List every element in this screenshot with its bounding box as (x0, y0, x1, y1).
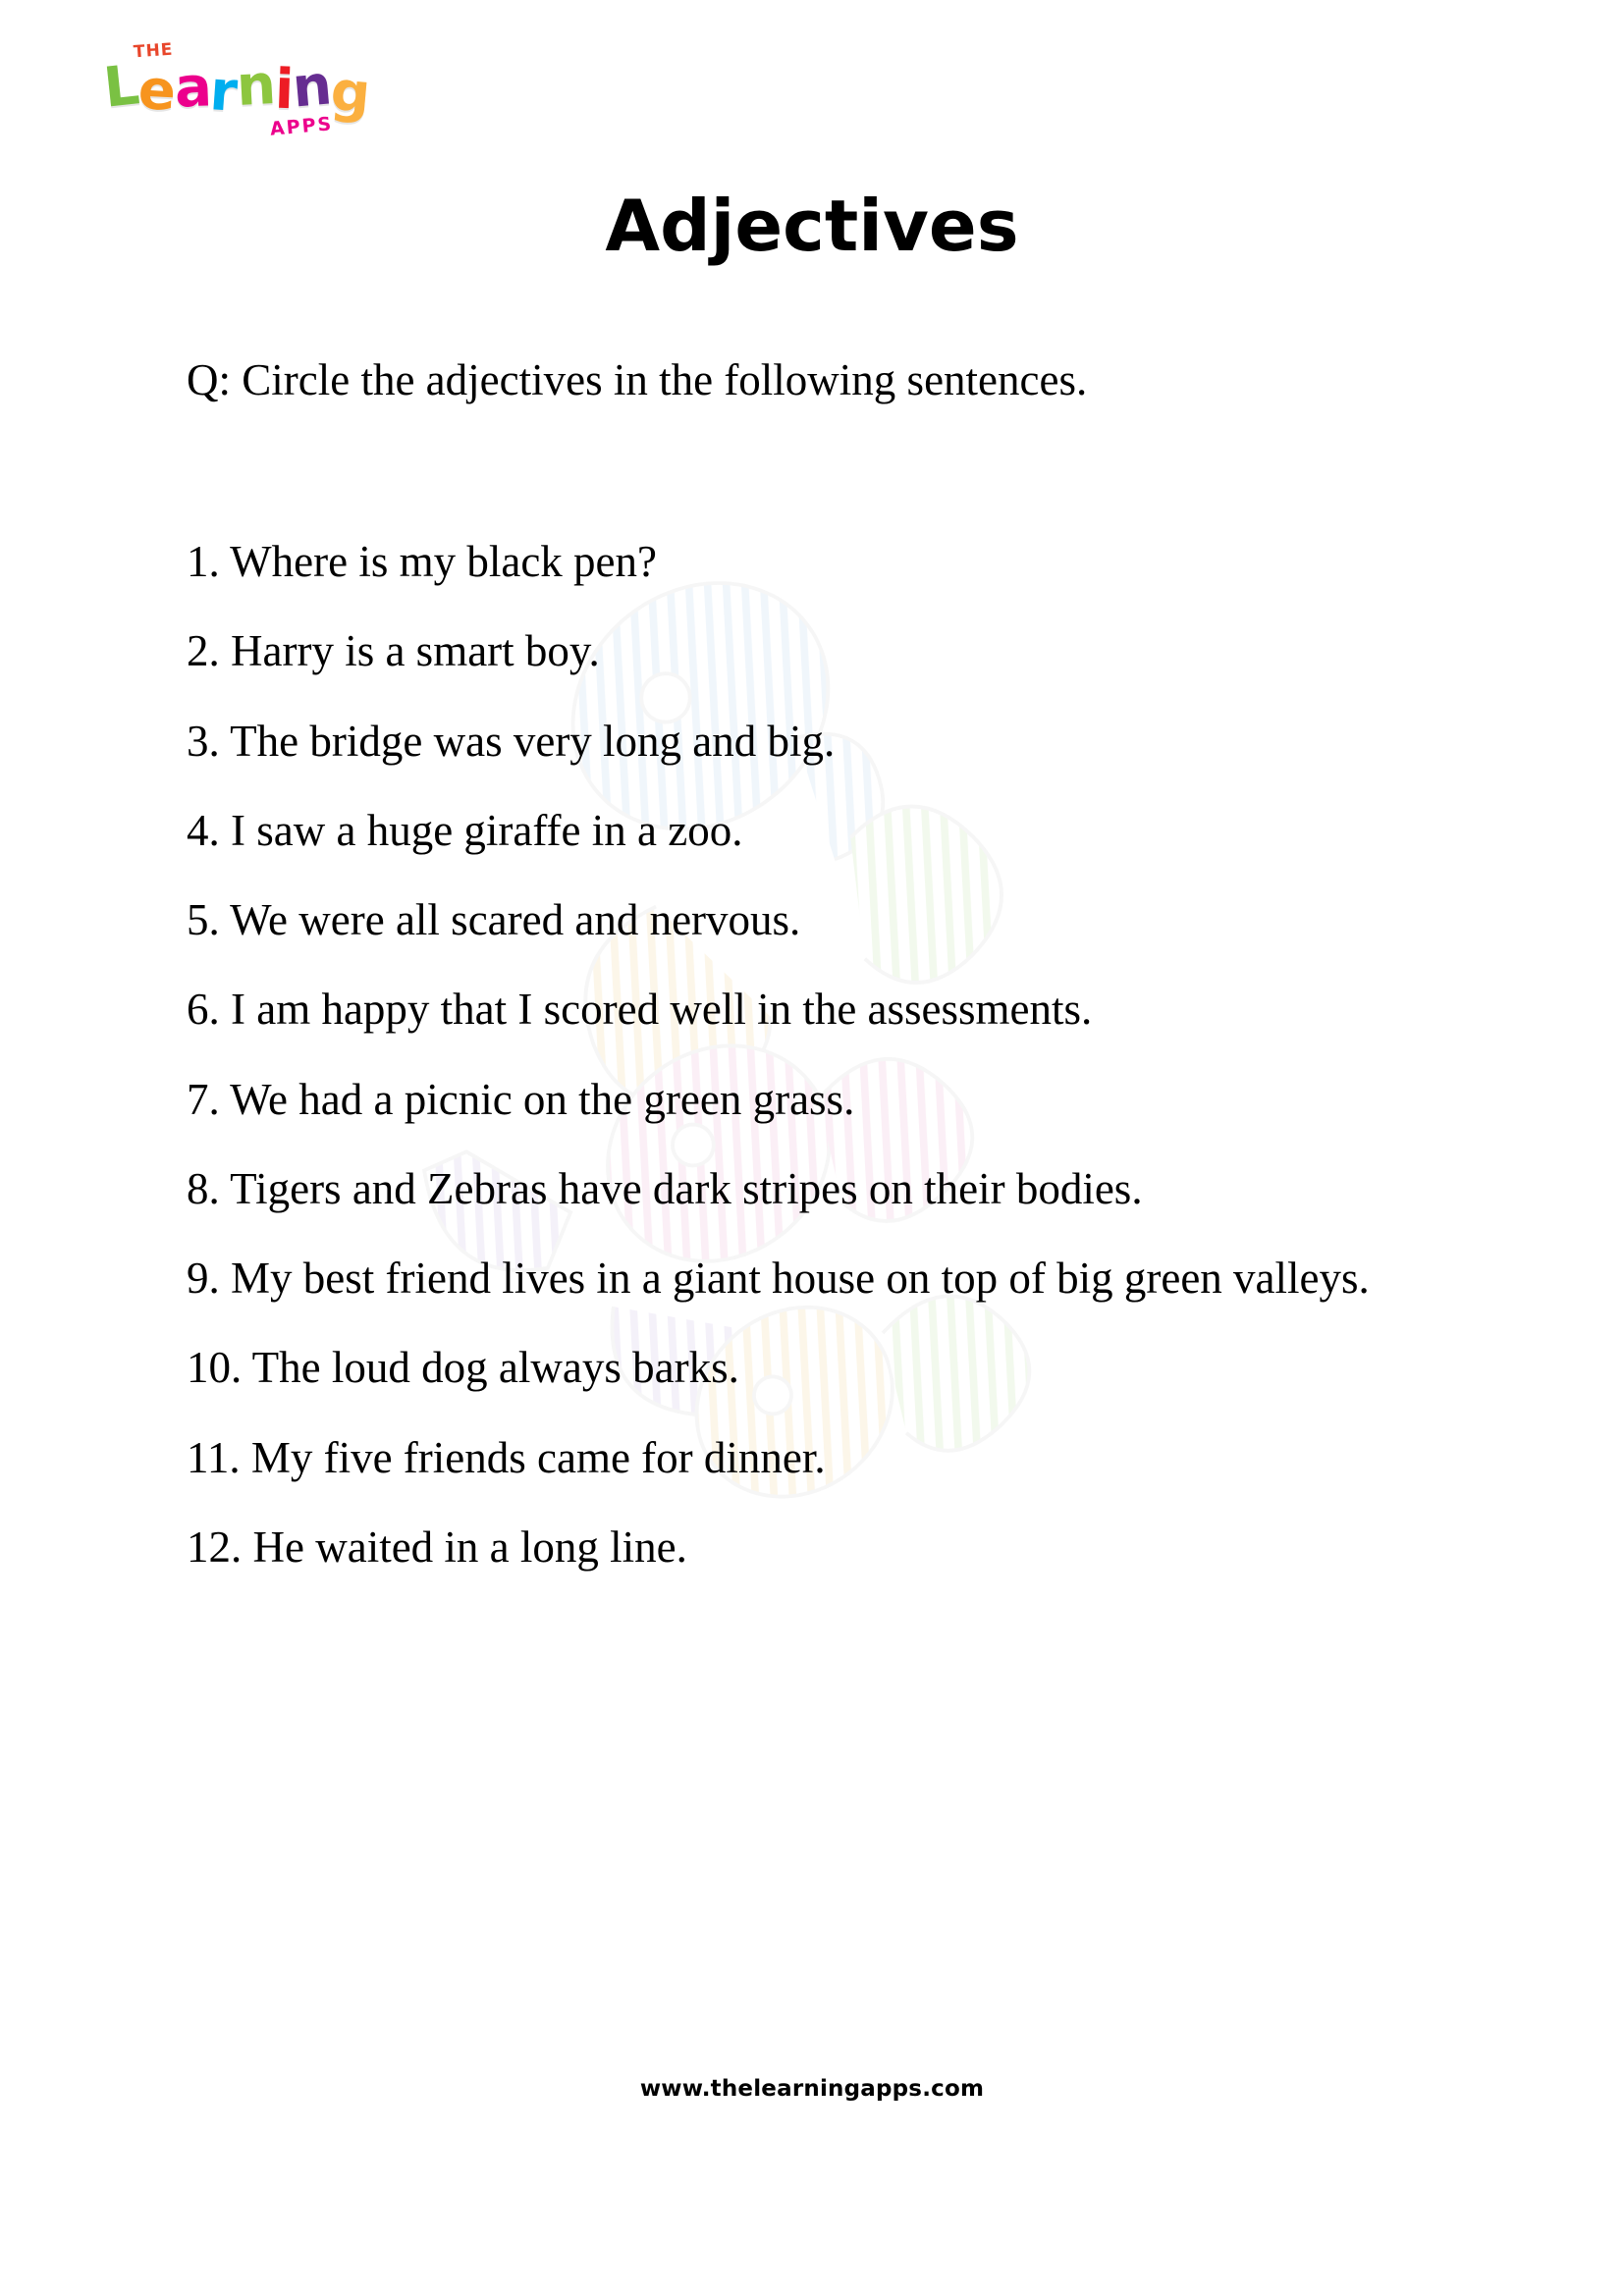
question-item: 3. The bridge was very long and big. (187, 716, 836, 766)
question-item: 4. I saw a huge giraffe in a zoo. (187, 805, 743, 855)
page-title: Adjectives (605, 185, 1019, 267)
instruction-text: Q: Circle the adjectives in the following sentences. (187, 355, 1088, 404)
question-list (187, 530, 1492, 1605)
question-item: 2. Harry is a smart boy. (187, 626, 600, 676)
footer-website: www.thelearningapps.com (639, 2076, 985, 2102)
logo-main-text: Learning (100, 53, 372, 127)
question-item: 5. We were all scared and nervous. (187, 895, 801, 944)
question-item: 7. We had a picnic on the green grass. (187, 1074, 855, 1124)
question-item: 11. My five friends came for dinner. (187, 1432, 826, 1482)
logo-the-text: THE (133, 39, 175, 63)
question-item: 10. The loud dog always barks. (187, 1343, 739, 1393)
logo-apps-text: APPS (269, 113, 335, 140)
question-item: 12. He waited in a long line. (187, 1522, 687, 1572)
question-item: 9. My best friend lives in a giant house on top of big green valleys. (187, 1254, 1370, 1303)
question-item: 1. Where is my black pen? (187, 537, 658, 586)
site-logo (98, 39, 383, 152)
question-item: 8. Tigers and Zebras have dark stripes on their bodies. (187, 1163, 1143, 1213)
question-item: 6. I am happy that I scored well in the assessments. (187, 985, 1093, 1035)
